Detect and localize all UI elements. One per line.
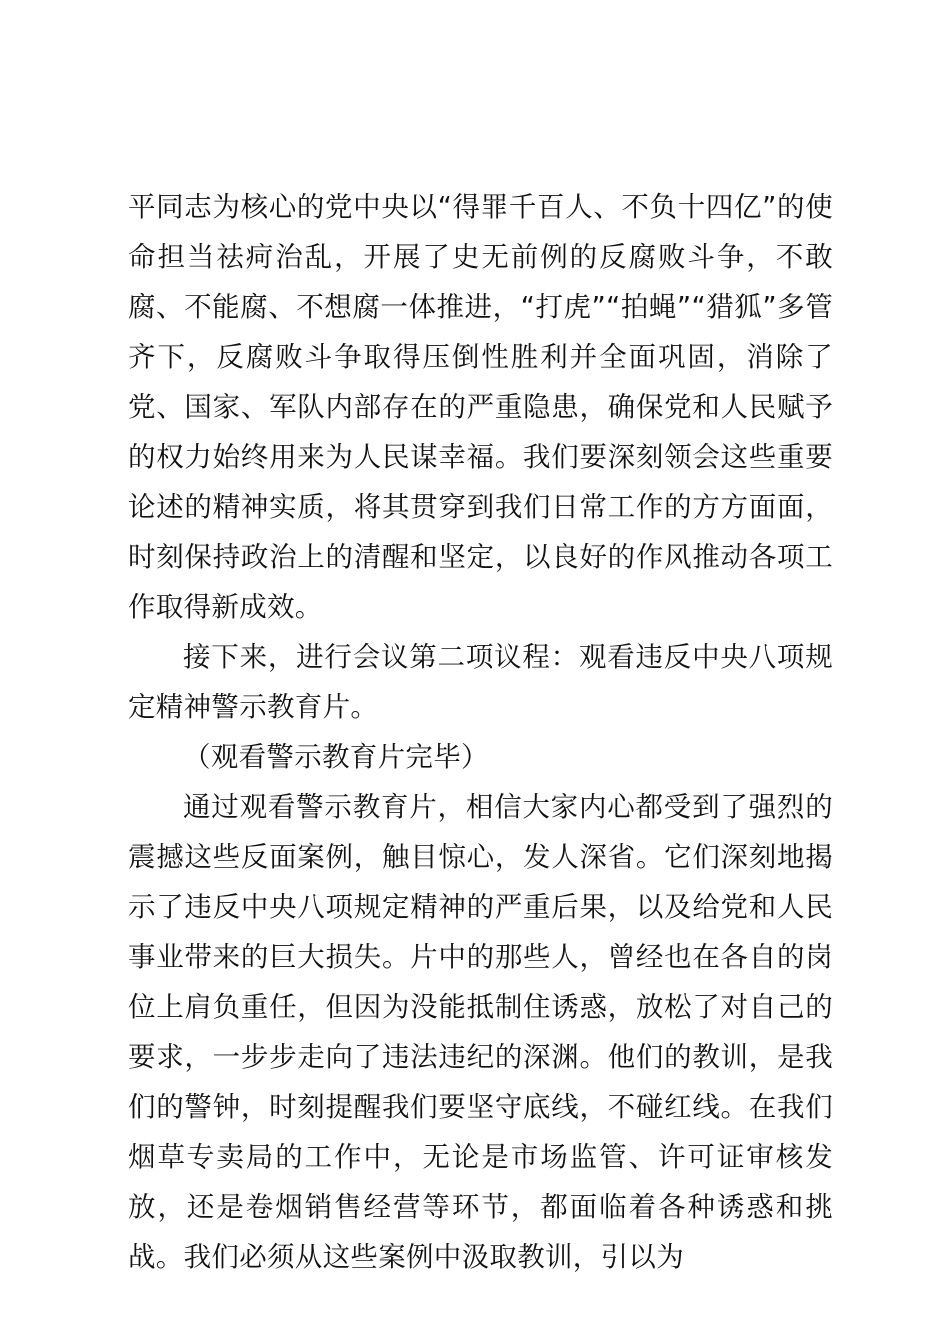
paragraph-stage-note: （观看警示教育片完毕） — [183, 741, 489, 773]
paragraph-agenda-item: 接下来，进行会议第二项议程：观看违反中央八项规定精神警示教育片。 — [128, 641, 833, 723]
paragraph-continued: 平同志为核心的党中央以“得罪千百人、不负十四亿”的使命担当祛疴治乱，开展了史无前例的反腐败斗争，不敢腐、不能腐、不想腐一体推进，“打虎”“拍蝇”“猎狐”多管齐下，反腐败斗争取得压倒性胜利并全面巩固，消除了党、国家、军队内部存在的严重隐患，确保党和人民赋予的权力始终用来为人民谋幸福。我们要深刻领会这些重要论述的精神实质，将其贯穿到我们日常工作的方方面面，时刻保持政治上的清醒和坚定，以良好的作风推动各项工作取得新成效。 — [128, 191, 833, 623]
document-body — [128, 182, 833, 1282]
paragraph-reflection: 通过观看警示教育片，相信大家内心都受到了强烈的震撼这些反面案例，触目惊心，发人深省。它们深刻地揭示了违反中央八项规定精神的严重后果，以及给党和人民事业带来的巨大损失。片中的那些人，曾经也在各自的岗位上肩负重任，但因为没能抵制住诱惑，放松了对自己的要求，一步步走向了违法违纪的深渊。他们的教训，是我们的警钟，时刻提醒我们要坚守底线，不碰红线。在我们烟草专卖局的工作中，无论是市场监管、许可证审核发放，还是卷烟销售经营等环节，都面临着各种诱惑和挑战。我们必须从这些案例中汲取教训，引以为 — [128, 791, 833, 1273]
